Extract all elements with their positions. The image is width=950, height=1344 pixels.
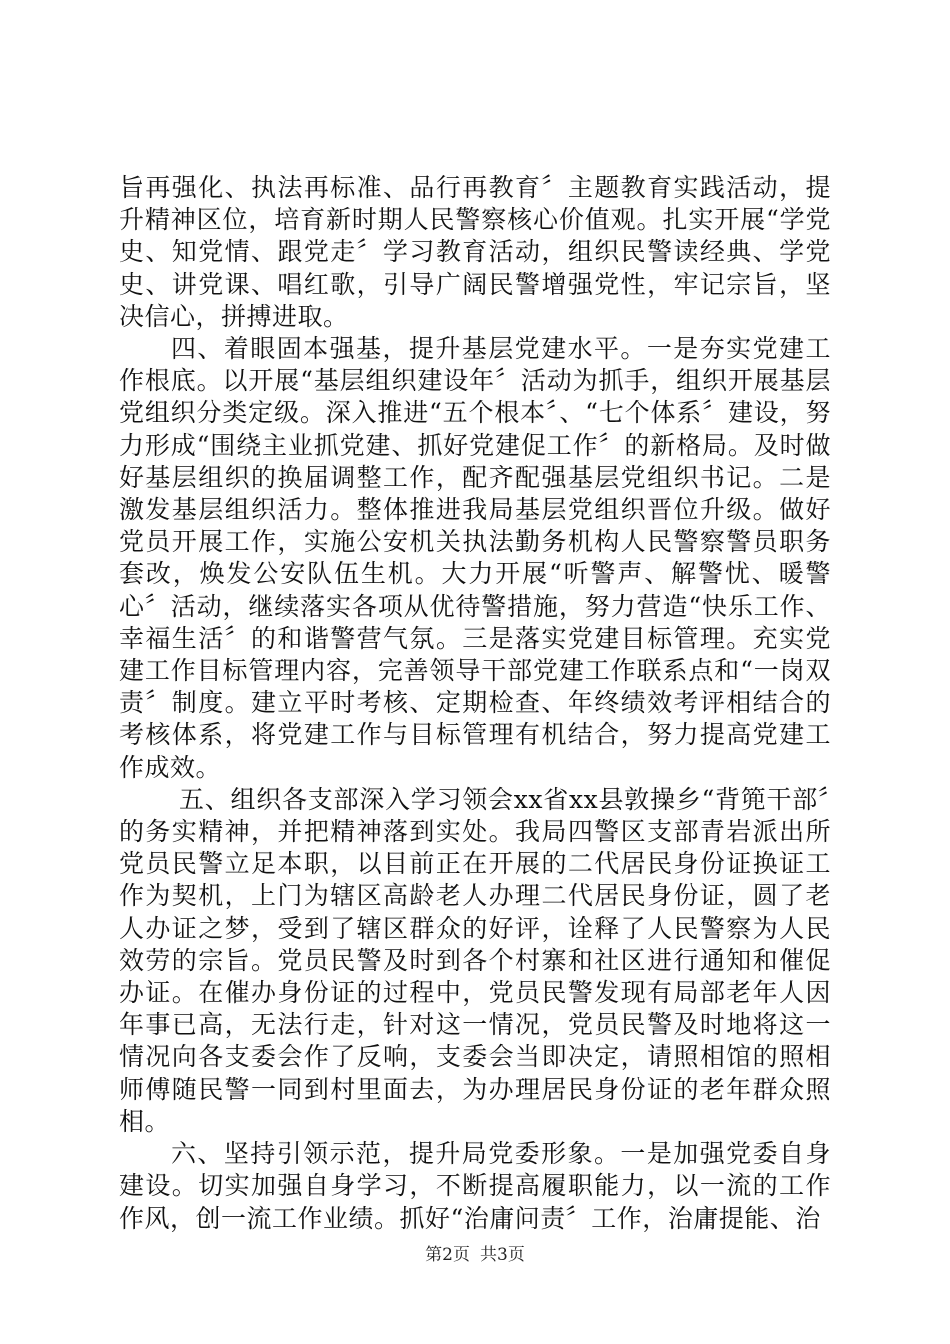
page-number: 第2页 [425, 1245, 470, 1265]
paragraph-continuation: 旨再强化、执法再标准、品行再教育〞主题教育实践活动，提升精神区位，培育新时期人民警察核心价值观。扎实开展“学党史、知党情、跟党走〞学习教育活动，组织民警读经典、学党史、讲党课、唱红歌，引导广阔民警增强党性，牢记宗旨，坚决信心，拼搏进取。 [119, 173, 831, 331]
page-total: 共3页 [480, 1245, 525, 1265]
page-footer [0, 1244, 950, 1266]
paragraph-section-five: 五、组织各支部深入学习领会xx省xx县敦操乡“背篼干部〞的务实精神，并把精神落到实处。我局四警区支部青岩派出所党员民警立足本职，以目前正在开展的二代居民身份证换证工作为契机，上门为辖区高龄老人办理二代居民身份证，圆了老人办证之梦，受到了辖区群众的好评，诠释了人民警察为人民效劳的宗旨。党员民警及时到各个村寨和社区进行通知和催促办证。在催办身份证的过程中，党员民警发现有局部老年人因年事已高，无法行走，针对这一情况，党员民警及时地将这一情况向各支委会作了反响，支委会当即决定，请照相馆的照相师傅随民警一同到村里面去，为办理居民身份证的老年群众照相。 [119, 784, 831, 1136]
document-body [119, 172, 831, 1235]
paragraph-section-six: 六、坚持引领示范，提升局党委形象。一是加强党委自身建设。切实加强自身学习，不断提高履职能力，以一流的工作作风，创一流工作业绩。抓好“治庸问责〞工作，治庸提能、治 [119, 1139, 831, 1233]
paragraph-section-four: 四、着眼固本强基，提升基层党建水平。一是夯实党建工作根底。以开展“基层组织建设年〞活动为抓手，组织开展基层党组织分类定级。深入推进“五个根本〞、“七个体系〞建设，努力形成“围绕主业抓党建、抓好党建促工作〞的新格局。及时做好基层组织的换届调整工作，配齐配强基层党组织书记。二是激发基层组织活力。整体推进我局基层党组织晋位升级。做好党员开展工作，实施公安机关执法勤务机构人民警察警员职务套改，焕发公安队伍生机。大力开展“听警声、解警忧、暖警心〞活动，继续落实各项从优待警措施，努力营造“快乐工作、幸福生活〞的和谐警营气氛。三是落实党建目标管理。充实党建工作目标管理内容，完善领导干部党建工作联系点和“一岗双责〞制度。建立平时考核、定期检查、年终绩效考评相结合的考核体系，将党建工作与目标管理有机结合，努力提高党建工作成效。 [119, 334, 831, 782]
